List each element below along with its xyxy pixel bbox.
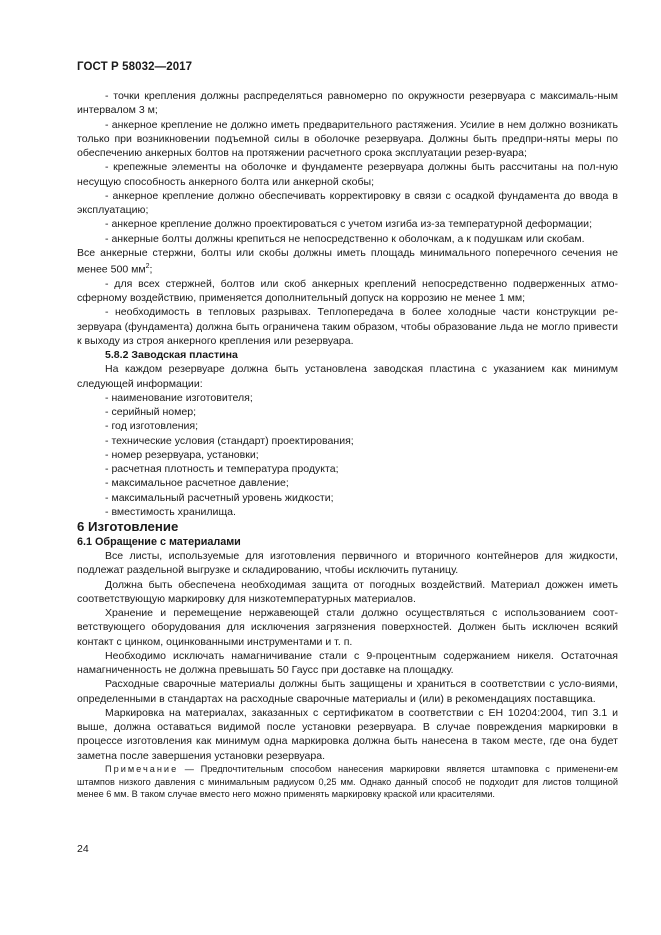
- list-item: - необходимость в тепловых разрывах. Теплопередача в более холодные части конструкции ре-зервуара (фундамента) должна быть ограничена таким образом, чтобы образование льда не могло привести к выходу из строя анкерного крепления или резервуара.: [77, 306, 618, 347]
- page-number: 24: [77, 843, 89, 855]
- list-item: - серийный номер;: [105, 406, 197, 419]
- paragraph: Расходные сварочные материалы должны быть защищены и храниться в соответствии с усло-виями, определенными в стандартах на расходные сварочные материалы и (или) в рекомендациях поставщика.: [77, 678, 618, 705]
- list-item: - максимальное расчетное давление;: [105, 477, 289, 490]
- list-item: - анкерное крепление должно проектироваться с учетом изгиба из-за температурной деформации;: [105, 218, 593, 231]
- area-requirement-paragraph: [77, 246, 618, 277]
- section-heading-6-1: 6.1 Обращение с материалами: [77, 536, 241, 549]
- list-item: - наименование изготовителя;: [105, 391, 253, 404]
- list-item: - технические условия (стандарт) проектирования;: [105, 434, 354, 447]
- page-body: [77, 89, 618, 801]
- list-item: - год изготовления;: [105, 420, 199, 433]
- paragraph: Должна быть обеспечена необходимая защита от погодных воздействий. Материал дожжен иметь соответствующую маркировку для низкотемпературных материалов.: [77, 578, 618, 605]
- area-requirement-end: ;: [149, 263, 153, 276]
- area-unit-superscript: 2: [145, 263, 150, 270]
- document-header: ГОСТ Р 58032—2017: [77, 61, 193, 73]
- list-item: - точки крепления должны распределяться равномерно по окружности резервуара с максималь-ным интервалом 3 м;: [77, 90, 618, 117]
- note-text: — Предпочтительным способом нанесения маркировки является штамповка с применени-ем штампов низкого давления с минимальным радиусом 0,25 мм. Однако данный способ не подходит для листов толщиной менее 6 мм. В таком случае вместо него можно применять маркировку краской или красителями.: [77, 763, 618, 800]
- section-intro: На каждом резервуаре должна быть установлена заводская пластина с указанием как минимум следующей информации:: [77, 363, 618, 390]
- list-item: - для всех стержней, болтов или скоб анкерных креплений непосредственно подверженных атмо-сферному воздействию, применяется дополнительный допуск на коррозию не менее 1 мм;: [77, 277, 618, 305]
- list-item: - крепежные элементы на оболочке и фундаменте резервуара должны быть рассчитаны на пол-ную несущую способность анкерного болта или анкерной скобы;: [77, 161, 618, 188]
- paragraph: Маркировка на материалах, заказанных с сертификатом в соответствии с ЕН 10204:2004, тип 3.1 и выше, должна оставаться видимой после установки резервуара. В случае повреждения маркировки в процессе изготовления как минимум одна маркировка должна быть нанесена в таком месте, где она будет заметна после завершения установки резервуара.: [77, 706, 618, 762]
- list-item: - вместимость хранилища.: [105, 505, 236, 518]
- list-item: - максимальный расчетный уровень жидкости;: [105, 491, 334, 504]
- note: [77, 763, 618, 801]
- list-item: - анкерное крепление должно обеспечивать корректировку в связи с осадкой фундамента до ввода в эксплуатацию;: [77, 189, 618, 216]
- paragraph: Хранение и перемещение нержавеющей стали должно осуществляться с использованием соот-ветствующего оборудования для исключения загрязнения поверхностей. Должен быть исключен всякий контакт с цинком, оцинкованными инструментами и т. п.: [77, 607, 618, 648]
- area-requirement-text: Все анкерные стержни, болты или скобы должны иметь площадь минимального поперечного сечения не менее 500 мм: [77, 246, 618, 276]
- note-label: Примечание: [105, 763, 179, 774]
- list-item: - расчетная плотность и температура продукта;: [105, 463, 339, 476]
- section-heading-6: 6 Изготовление: [77, 519, 179, 535]
- paragraph: Все листы, используемые для изготовления первичного и вторичного контейнеров для жидкости, подлежат раздельной выгрузке и складированию, чтобы исключить путаницу.: [77, 550, 618, 577]
- paragraph: Необходимо исключать намагничивание стали с 9-процентным содержанием никеля. Остаточная намагниченность не должна превышать 50 Гаусс при доставке на площадку.: [77, 649, 618, 677]
- list-item: - анкерные болты должны крепиться не непосредственно к оболочкам, а к подушкам или скобам.: [105, 232, 585, 245]
- list-item: - номер резервуара, установки;: [105, 448, 259, 461]
- list-item: - анкерное крепление не должно иметь предварительного растяжения. Усилие в нем должно возникать только при возникновении подъемной силы в оболочке резервуара. Должны быть предпри-няты меры по обеспечению анкерных болтов на протяжении расчетного срока эксплуатации резер-вуара;: [77, 118, 618, 159]
- section-heading-5-8-2: 5.8.2 Заводская пластина: [105, 349, 238, 362]
